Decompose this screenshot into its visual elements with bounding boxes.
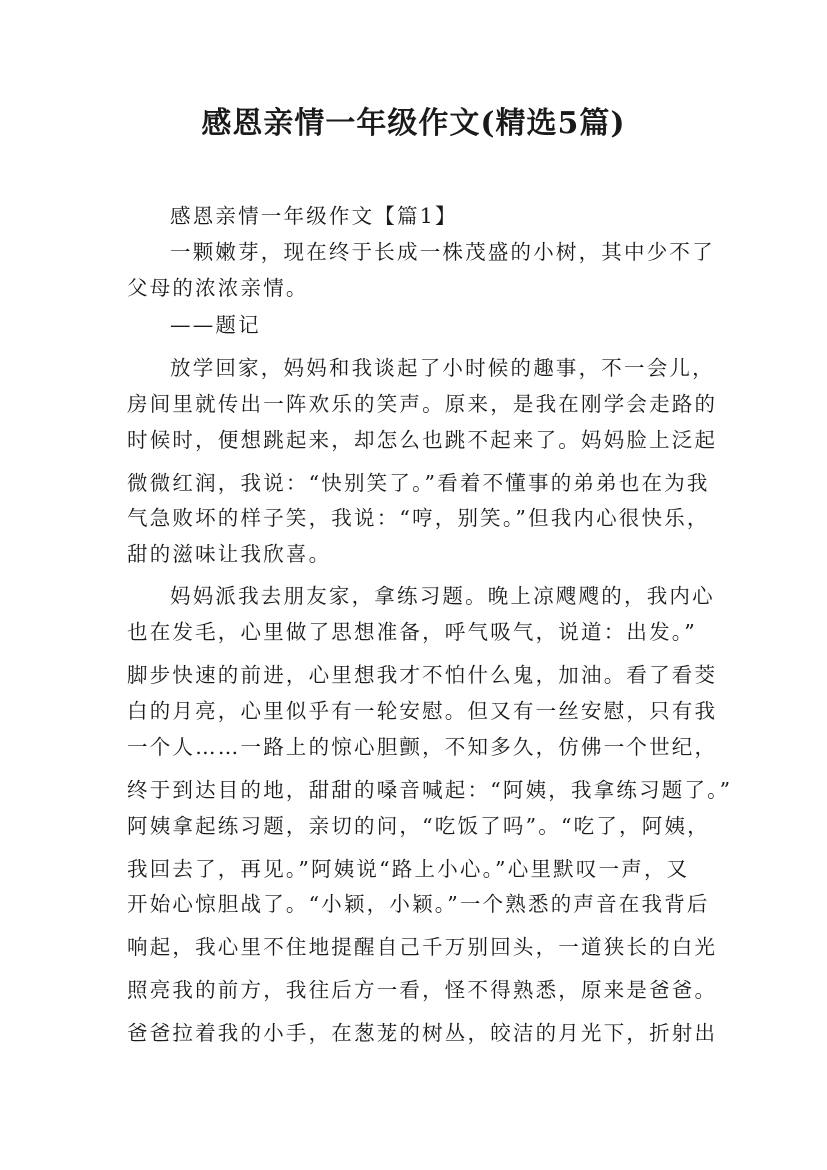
paragraph-line: 妈妈派我去朋友家，拿练习题。晚上凉飕飕的，我内心 [170,584,715,608]
paragraph-line: 也在发毛，心里做了思想准备，呼气吸气，说道：出发。” [127,620,697,644]
paragraph-line: 时候时，便想跳起来，却怎么也跳不起来了。妈妈脸上泛起 [127,428,718,452]
paragraph-line: 放学回家，妈妈和我谈起了小时候的趣事，不一会儿， [170,356,715,380]
paragraph-line: 一颗嫩芽，现在终于长成一株茂盛的小树，其中少不了 [170,240,715,264]
paragraph-line: 照亮我的前方，我往后方一看，怪不得熟悉，原来是爸爸。 [127,978,718,1002]
paragraph-line: 我回去了，再见。”阿姨说“路上小心。”心里默叹一声，又 [127,857,690,881]
paragraph-line: 甜的滋味让我欣喜。 [127,542,332,566]
paragraph-line: 父母的浓浓亲情。 [127,276,309,300]
paragraph-line: 脚步快速的前进，心里想我才不怕什么鬼，加油。看了看茭 [127,663,718,687]
paragraph-line: 爸爸拉着我的小手，在葱茏的树丛，皎洁的月光下，折射出 [127,1021,718,1045]
paragraph-line: 一个人……一路上的惊心胆颤，不知多久，仿佛一个世纪， [127,735,718,759]
paragraph-line: 气急败坏的样子笑，我说：“哼，别笑。”但我内心很快乐， [127,506,710,530]
document-title: 感恩亲情一年级作文(精选5篇) [201,106,626,141]
section-heading: 感恩亲情一年级作文【篇1】 [170,204,458,228]
paragraph-line: 微微红润，我说：“快别笑了。”看着不懂事的弟弟也在为我 [127,471,710,495]
paragraph-line: 房间里就传出一阵欢乐的笑声。原来，是我在刚学会走路的 [127,392,718,416]
epigraph-attribution: ——题记 [170,313,261,337]
paragraph-line: 白的月亮，心里似乎有一轮安慰。但又有一丝安慰，只有我 [127,699,718,723]
paragraph-line: 开始心惊胆战了。“小颖，小颖。”一个熟悉的声音在我背后 [127,892,710,916]
paragraph-line: 响起，我心里不住地提醒自己千万别回头，一道狭长的白光 [127,935,718,959]
paragraph-line: 阿姨拿起练习题，亲切的问，“吃饭了吗”。“吃了，阿姨， [127,814,710,838]
paragraph-line: 终于到达目的地，甜甜的嗓音喊起：“阿姨，我拿练习题了。” [127,778,733,802]
